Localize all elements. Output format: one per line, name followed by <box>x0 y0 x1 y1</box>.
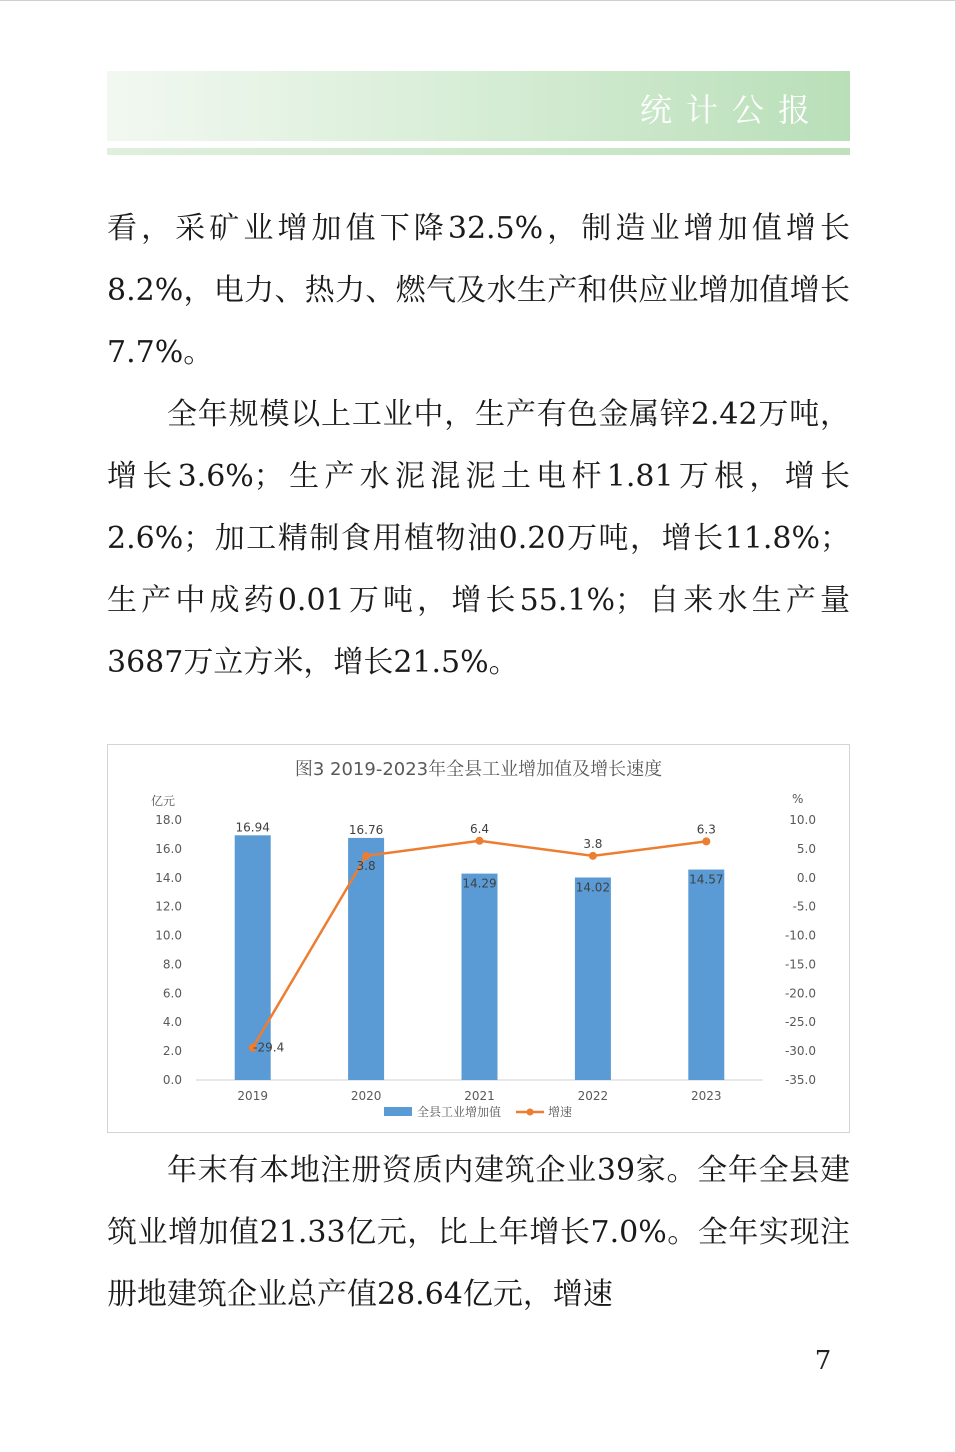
y-right-tick-label: -10.0 <box>784 928 816 943</box>
page-number: 7 <box>814 1346 832 1376</box>
x-tick-label: 2019 <box>237 1089 268 1103</box>
y-left-tick-label: 2.0 <box>162 1044 182 1059</box>
y-right-tick-label: -25.0 <box>784 1015 816 1030</box>
bar <box>348 838 384 1080</box>
y-right-tick-label: -15.0 <box>784 957 816 972</box>
bar-data-label: 14.29 <box>462 876 497 891</box>
legend-bar-swatch <box>384 1107 412 1116</box>
line-data-label: 6.4 <box>469 821 490 836</box>
bar <box>575 877 611 1080</box>
x-tick-label: 2020 <box>350 1089 382 1103</box>
chart-title: 图3 2019-2023年全县工业增加值及增长速度 <box>294 759 663 780</box>
bar-data-label: 16.76 <box>348 822 384 837</box>
bar-data-label: 14.57 <box>689 872 724 887</box>
paragraph-industry-growth: 看，采矿业增加值下降32.5%，制造业增加值增长8.2%，电力、热力、燃气及水生产和供应业增加值增长7.7%。 <box>107 211 850 370</box>
chart-industrial-value <box>107 744 850 1133</box>
y-right-tick-label: -5.0 <box>792 899 816 914</box>
chart-svg <box>108 745 849 1132</box>
x-tick-label: 2023 <box>691 1089 722 1103</box>
page-border-top <box>0 0 956 1</box>
x-tick-label: 2021 <box>464 1089 495 1103</box>
paragraph-industrial-output: 全年规模以上工业中，生产有色金属锌2.42万吨，增长3.6%；生产水泥混泥土电杆1.81万根，增长2.6%；加工精制食用植物油0.20万吨，增长11.8%；生产中成药0.01万吨，增长55.1%；自来水生产量3687万立方米，增长21.5%。 <box>107 397 850 680</box>
y-left-tick-label: 16.0 <box>155 841 182 856</box>
y-left-tick-label: 12.0 <box>155 899 182 914</box>
bar <box>688 870 724 1080</box>
y-left-tick-label: 14.0 <box>155 870 182 885</box>
x-tick-label: 2022 <box>577 1089 609 1103</box>
y-left-tick-label: 0.0 <box>162 1073 182 1087</box>
y-right-tick-label: -30.0 <box>784 1044 816 1059</box>
y-left-tick-label: 4.0 <box>162 1015 182 1030</box>
legend-line-marker <box>527 1109 534 1116</box>
legend-line-label: 增速 <box>548 1105 573 1119</box>
line-data-label: 3.8 <box>356 858 376 873</box>
y-left-tick-label: 10.0 <box>155 928 182 943</box>
bar <box>462 874 498 1080</box>
y-right-tick-label: 5.0 <box>796 841 816 856</box>
y-left-unit: 亿元 <box>151 794 176 808</box>
header-band <box>107 71 850 141</box>
y-left-tick-label: 18.0 <box>155 813 182 827</box>
growth-point <box>476 837 484 845</box>
y-right-tick-label: 10.0 <box>789 813 816 827</box>
y-right-tick-label: -35.0 <box>784 1073 816 1087</box>
bar-data-label: 14.02 <box>575 880 611 895</box>
growth-point <box>589 852 597 860</box>
y-right-tick-label: 0.0 <box>796 870 816 885</box>
header-rule <box>107 148 850 155</box>
y-right-tick-label: -20.0 <box>784 986 816 1001</box>
paragraph-construction: 年末有本地注册资质内建筑企业39家。全年全县建筑业增加值21.33亿元，比上年增长7.0%。全年实现注册地建筑企业总产值28.64亿元，增速 <box>107 1153 850 1312</box>
line-data-label: 3.8 <box>583 836 603 851</box>
bar-data-label: 16.94 <box>235 820 270 835</box>
growth-point <box>702 837 710 845</box>
line-data-label: -29.4 <box>253 1040 285 1055</box>
header-title: 统计公报 <box>639 91 824 129</box>
y-left-tick-label: 6.0 <box>162 986 182 1001</box>
y-right-unit: % <box>792 792 804 806</box>
legend-bar-label: 全县工业增加值 <box>417 1105 502 1119</box>
y-left-tick-label: 8.0 <box>162 957 182 972</box>
line-data-label: 6.3 <box>696 822 716 837</box>
